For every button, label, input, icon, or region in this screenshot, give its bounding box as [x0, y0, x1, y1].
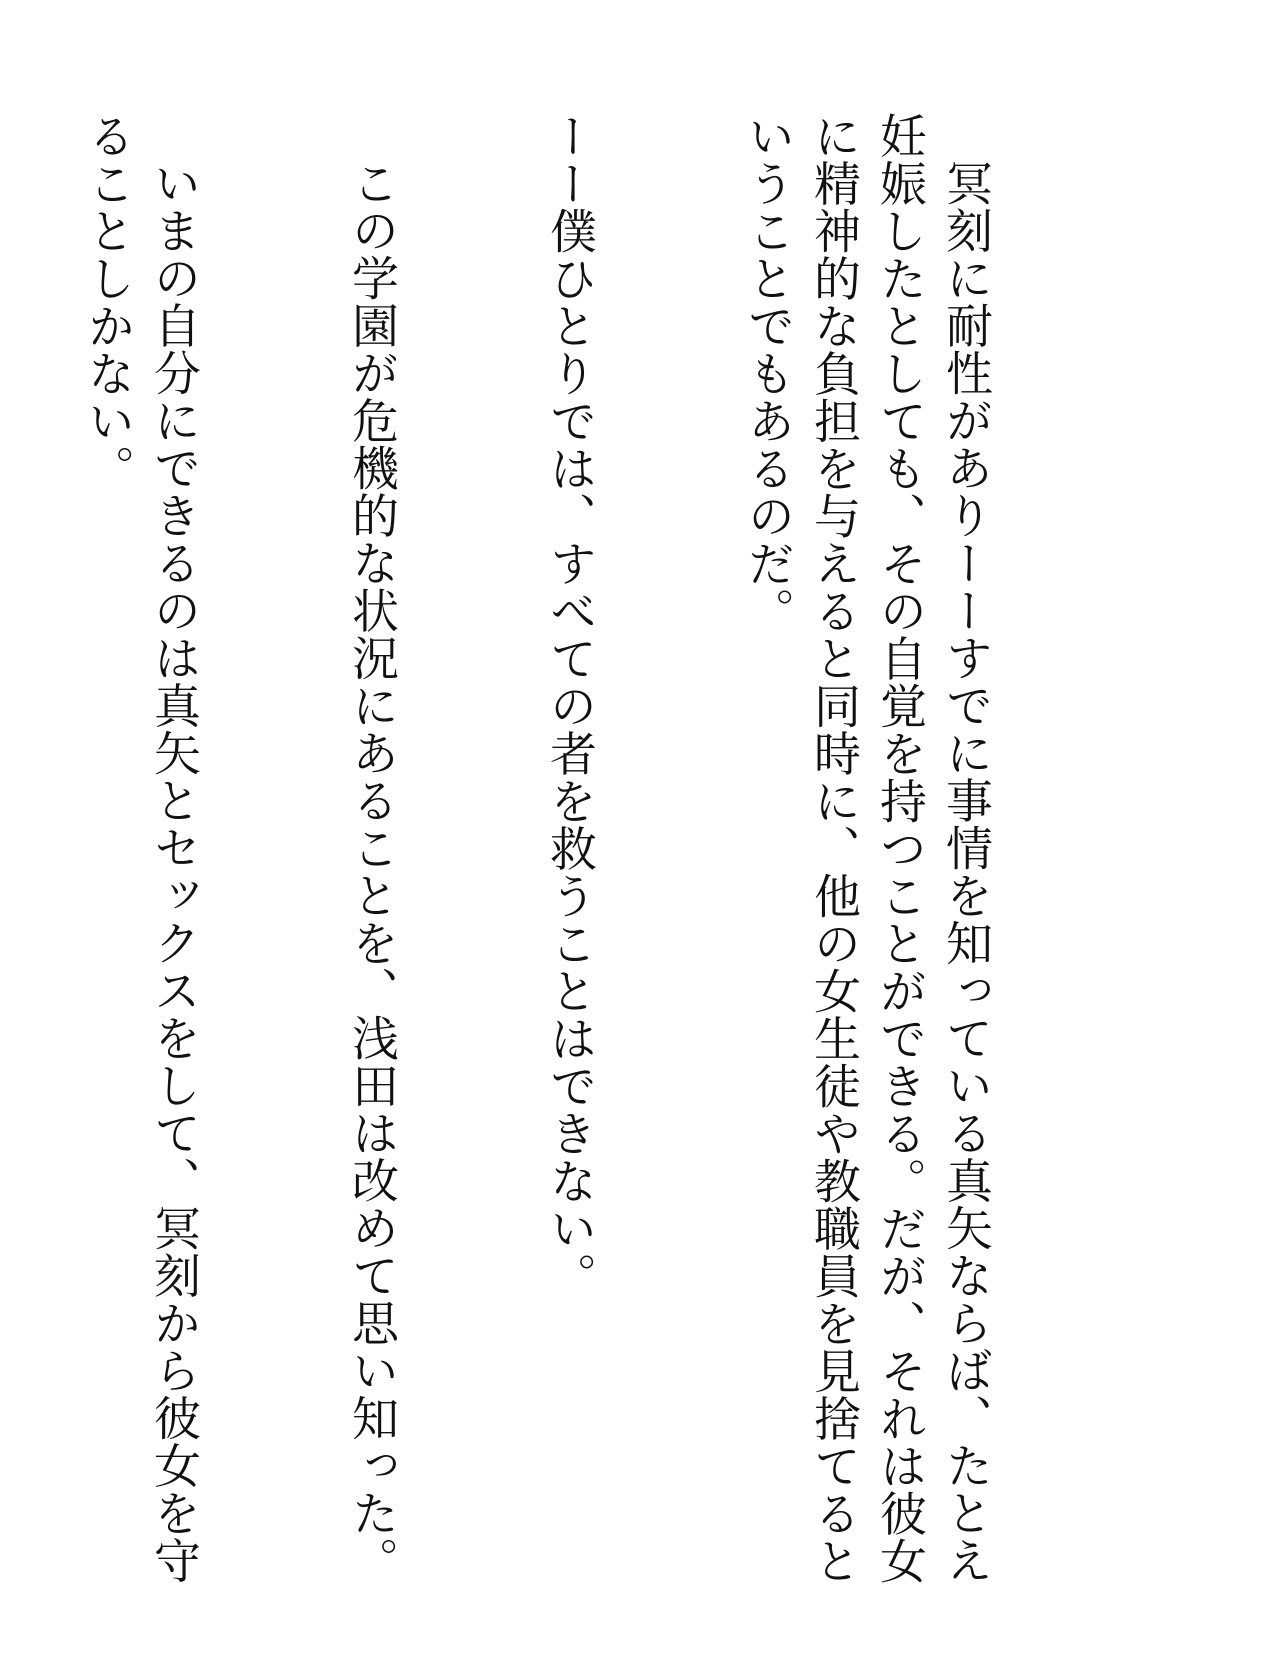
paragraph-3: この学園が危機的な状況にあることを、浅田は改めて思い知った。 [344, 159, 399, 1584]
paragraph-2: ーー僕ひとりでは、すべての者を救うことはできない。 [542, 112, 597, 1300]
paragraph-1: 冥刻に耐性がありーーすでに事情を知っている真矢ならば、たとえ妊娠したとしても、その自覚を持つことができる。だが、それは彼女に精神的な負担を与えると同時に、他の女生徒や教職員を見捨てるということでもあるのだ。 [740, 112, 993, 1585]
vertical-text-body [0, 112, 1130, 1592]
paragraph-4: いまの自分にできるのは真矢とセックスをして、冥刻から彼女を守ることしかない。 [80, 112, 201, 1584]
